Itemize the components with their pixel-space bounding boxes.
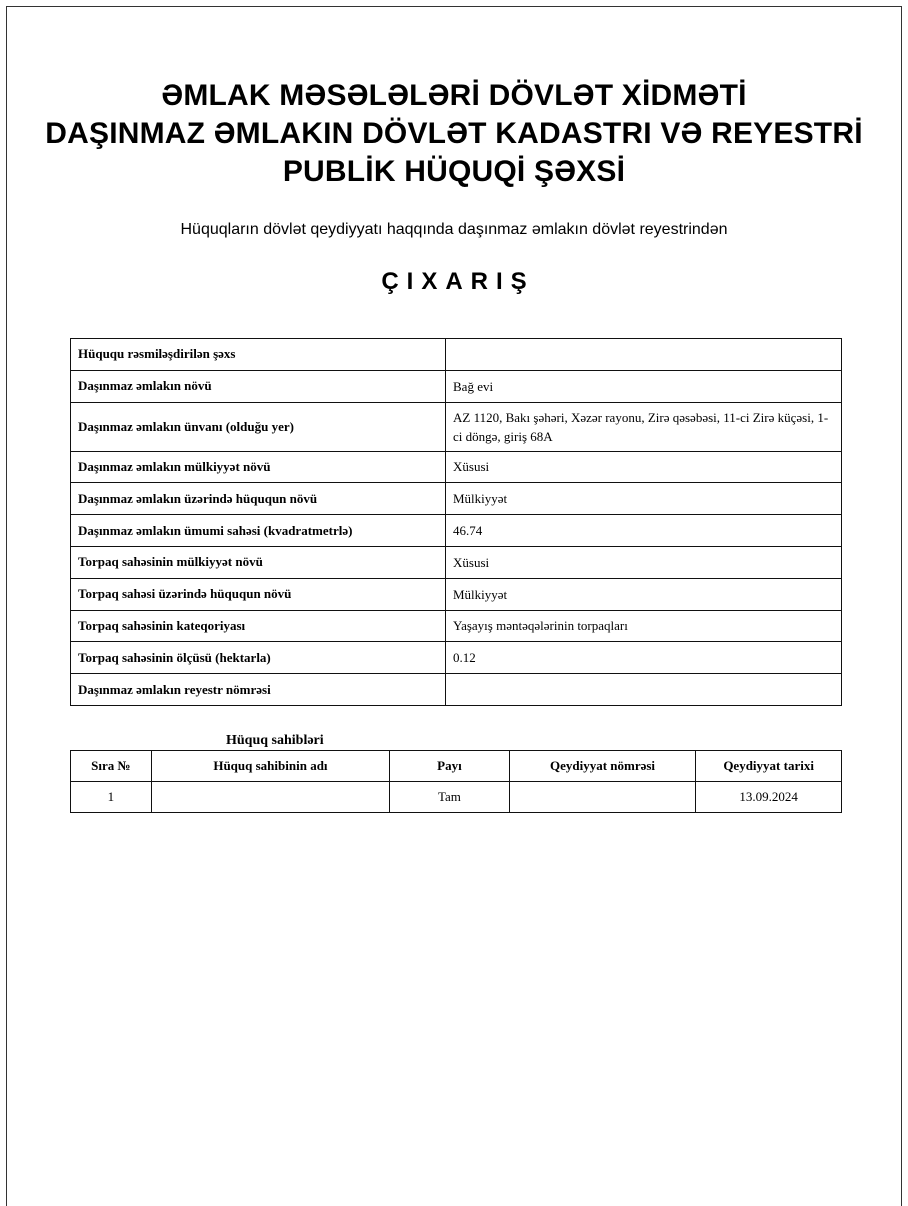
table-cell: 1 bbox=[71, 782, 152, 813]
table-row bbox=[71, 782, 842, 813]
property-label: Torpaq sahəsinin ölçüsü (hektarla) bbox=[71, 642, 446, 674]
table-row bbox=[71, 339, 842, 371]
table-row bbox=[71, 674, 842, 706]
property-label: Daşınmaz əmlakın mülkiyyət növü bbox=[71, 451, 446, 483]
property-value bbox=[446, 339, 842, 371]
title-line-2: DAŞINMAZ ƏMLAKIN DÖVLƏT KADASTRI VƏ REYESTRİ bbox=[45, 117, 863, 150]
table-row bbox=[71, 402, 842, 451]
table-row bbox=[71, 546, 842, 578]
table-cell: Tam bbox=[390, 782, 510, 813]
property-label: Torpaq sahəsinin mülkiyyət növü bbox=[71, 546, 446, 578]
column-header: Hüquq sahibinin adı bbox=[151, 751, 389, 782]
organization-title bbox=[0, 77, 908, 191]
property-label: Daşınmaz əmlakın ümumi sahəsi (kvadratmetrlə) bbox=[71, 515, 446, 547]
table-cell: 13.09.2024 bbox=[696, 782, 842, 813]
table-cell bbox=[509, 782, 696, 813]
document-heading: ÇIXARIŞ bbox=[381, 268, 535, 295]
property-value: Mülkiyyət bbox=[446, 483, 842, 515]
title-line-3: PUBLİK HÜQUQİ ŞƏXSİ bbox=[282, 155, 626, 188]
table-header-row bbox=[71, 751, 842, 782]
property-value: 46.74 bbox=[446, 515, 842, 547]
property-value: AZ 1120, Bakı şəhəri, Xəzər rayonu, Zirə qəsəbəsi, 11-ci Zirə küçəsi, 1-ci döngə, giriş 68A bbox=[446, 402, 842, 451]
property-value: Xüsusi bbox=[446, 451, 842, 483]
property-value: 0.12 bbox=[446, 642, 842, 674]
document-subtitle: Hüquqların dövlət qeydiyyatı haqqında daşınmaz əmlakın dövlət reyestrindən bbox=[180, 221, 728, 238]
property-label: Daşınmaz əmlakın növü bbox=[71, 370, 446, 402]
property-value bbox=[446, 674, 842, 706]
title-line-1: ƏMLAK MƏSƏLƏLƏRİ DÖVLƏT XİDMƏTİ bbox=[161, 79, 747, 112]
property-value: Mülkiyyət bbox=[446, 578, 842, 610]
property-label: Hüququ rəsmiləşdirilən şəxs bbox=[71, 339, 446, 371]
property-value: Bağ evi bbox=[446, 370, 842, 402]
owners-caption: Hüquq sahibləri bbox=[226, 733, 324, 748]
column-header: Payı bbox=[390, 751, 510, 782]
property-label: Torpaq sahəsi üzərində hüququn növü bbox=[71, 578, 446, 610]
table-row bbox=[71, 370, 842, 402]
table-row bbox=[71, 451, 842, 483]
property-value: Yaşayış məntəqələrinin torpaqları bbox=[446, 610, 842, 642]
property-label: Torpaq sahəsinin kateqoriyası bbox=[71, 610, 446, 642]
table-row bbox=[71, 578, 842, 610]
column-header: Qeydiyyat tarixi bbox=[696, 751, 842, 782]
column-header: Qeydiyyat nömrəsi bbox=[509, 751, 696, 782]
property-label: Daşınmaz əmlakın reyestr nömrəsi bbox=[71, 674, 446, 706]
property-label: Daşınmaz əmlakın üzərində hüququn növü bbox=[71, 483, 446, 515]
table-row bbox=[71, 483, 842, 515]
table-cell bbox=[151, 782, 389, 813]
owners-table bbox=[70, 750, 842, 813]
table-row bbox=[71, 515, 842, 547]
property-value: Xüsusi bbox=[446, 546, 842, 578]
property-details-table bbox=[70, 338, 842, 706]
table-row bbox=[71, 610, 842, 642]
column-header: Sıra № bbox=[71, 751, 152, 782]
table-row bbox=[71, 642, 842, 674]
property-label: Daşınmaz əmlakın ünvanı (olduğu yer) bbox=[71, 402, 446, 451]
